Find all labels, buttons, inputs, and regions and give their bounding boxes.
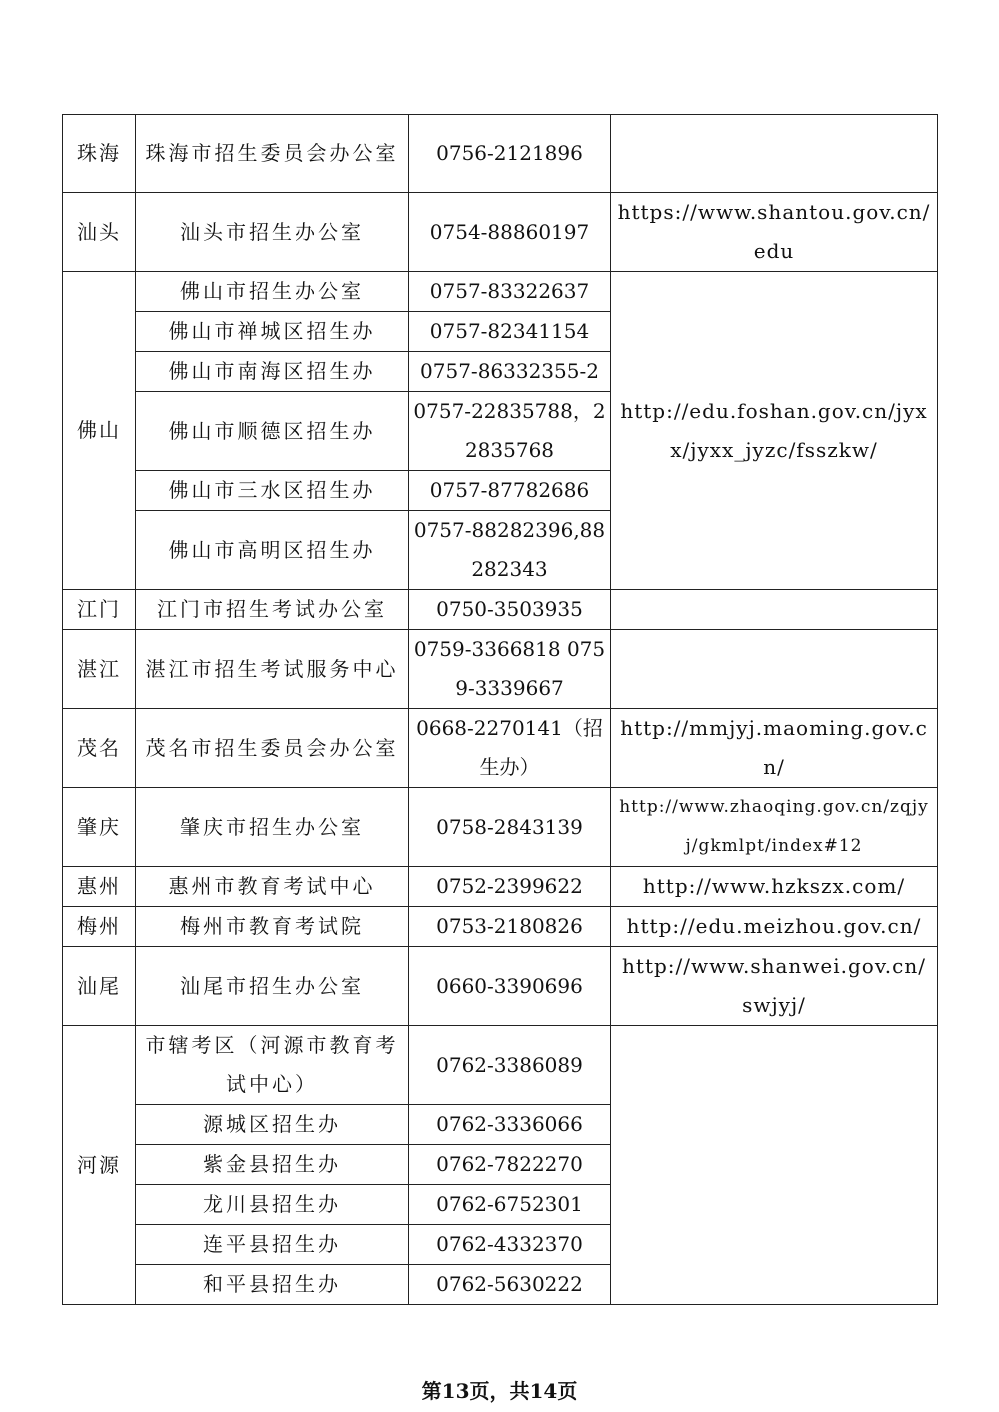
url-link[interactable]: https://www.shantou.gov.cn/edu (611, 193, 938, 272)
city-cell: 茂名 (63, 709, 136, 788)
table-row (63, 590, 938, 630)
phone-cell: 0660-3390696 (409, 947, 611, 1026)
phone-cell: 0753-2180826 (409, 907, 611, 947)
table-row (63, 272, 938, 312)
table-row (63, 115, 938, 193)
admissions-contact-table (62, 114, 938, 1305)
url-cell (611, 630, 938, 709)
url-link[interactable]: http://www.hzkszx.com/ (611, 867, 938, 907)
city-cell: 珠海 (63, 115, 136, 193)
table-row (63, 709, 938, 788)
table-row (63, 867, 938, 907)
office-cell: 紫金县招生办 (136, 1145, 409, 1185)
office-cell: 佛山市南海区招生办 (136, 352, 409, 392)
url-link[interactable]: http://edu.foshan.gov.cn/jyxx/jyxx_jyzc/fsszkw/ (611, 272, 938, 590)
city-cell: 肇庆 (63, 788, 136, 867)
table-row (63, 1026, 938, 1105)
city-cell: 惠州 (63, 867, 136, 907)
phone-cell: 0668-2270141（招生办） (409, 709, 611, 788)
office-cell: 佛山市顺德区招生办 (136, 392, 409, 471)
office-cell: 湛江市招生考试服务中心 (136, 630, 409, 709)
city-cell: 河源 (63, 1026, 136, 1305)
office-cell: 江门市招生考试办公室 (136, 590, 409, 630)
phone-cell: 0762-3336066 (409, 1105, 611, 1145)
office-cell: 市辖考区（河源市教育考试中心） (136, 1026, 409, 1105)
city-cell: 汕头 (63, 193, 136, 272)
phone-cell: 0754-88860197 (409, 193, 611, 272)
url-cell (611, 115, 938, 193)
city-cell: 汕尾 (63, 947, 136, 1026)
office-cell: 惠州市教育考试中心 (136, 867, 409, 907)
office-cell: 源城区招生办 (136, 1105, 409, 1145)
url-link[interactable]: http://mmjyj.maoming.gov.cn/ (611, 709, 938, 788)
office-cell: 珠海市招生委员会办公室 (136, 115, 409, 193)
office-cell: 龙川县招生办 (136, 1185, 409, 1225)
city-cell: 佛山 (63, 272, 136, 590)
url-link[interactable]: http://www.shanwei.gov.cn/swjyj/ (611, 947, 938, 1026)
phone-cell: 0757-22835788，22835768 (409, 392, 611, 471)
phone-cell: 0759-3366818 0759-3339667 (409, 630, 611, 709)
phone-cell: 0757-82341154 (409, 312, 611, 352)
phone-cell: 0757-86332355-2 (409, 352, 611, 392)
page-footer: 第13页，共14页 (421, 1379, 578, 1403)
phone-cell: 0757-88282396,88282343 (409, 511, 611, 590)
city-cell: 梅州 (63, 907, 136, 947)
office-cell: 连平县招生办 (136, 1225, 409, 1265)
office-cell: 佛山市高明区招生办 (136, 511, 409, 590)
phone-cell: 0762-3386089 (409, 1026, 611, 1105)
url-link[interactable]: http://edu.meizhou.gov.cn/ (611, 907, 938, 947)
office-cell: 佛山市禅城区招生办 (136, 312, 409, 352)
office-cell: 佛山市招生办公室 (136, 272, 409, 312)
phone-cell: 0757-83322637 (409, 272, 611, 312)
office-cell: 佛山市三水区招生办 (136, 471, 409, 511)
table-row (63, 947, 938, 1026)
phone-cell: 0756-2121896 (409, 115, 611, 193)
url-cell (611, 590, 938, 630)
phone-cell: 0762-4332370 (409, 1225, 611, 1265)
phone-cell: 0762-7822270 (409, 1145, 611, 1185)
url-link[interactable]: http://www.zhaoqing.gov.cn/zqjyj/gkmlpt/index#12 (611, 788, 938, 867)
phone-cell: 0762-5630222 (409, 1265, 611, 1305)
office-cell: 汕头市招生办公室 (136, 193, 409, 272)
phone-cell: 0758-2843139 (409, 788, 611, 867)
office-cell: 和平县招生办 (136, 1265, 409, 1305)
table-row (63, 193, 938, 272)
table-row (63, 630, 938, 709)
office-cell: 肇庆市招生办公室 (136, 788, 409, 867)
phone-cell: 0762-6752301 (409, 1185, 611, 1225)
office-cell: 梅州市教育考试院 (136, 907, 409, 947)
city-cell: 湛江 (63, 630, 136, 709)
url-cell (611, 1026, 938, 1305)
office-cell: 汕尾市招生办公室 (136, 947, 409, 1026)
phone-cell: 0752-2399622 (409, 867, 611, 907)
table-row (63, 907, 938, 947)
office-cell: 茂名市招生委员会办公室 (136, 709, 409, 788)
city-cell: 江门 (63, 590, 136, 630)
phone-cell: 0750-3503935 (409, 590, 611, 630)
phone-cell: 0757-87782686 (409, 471, 611, 511)
table-row (63, 788, 938, 867)
